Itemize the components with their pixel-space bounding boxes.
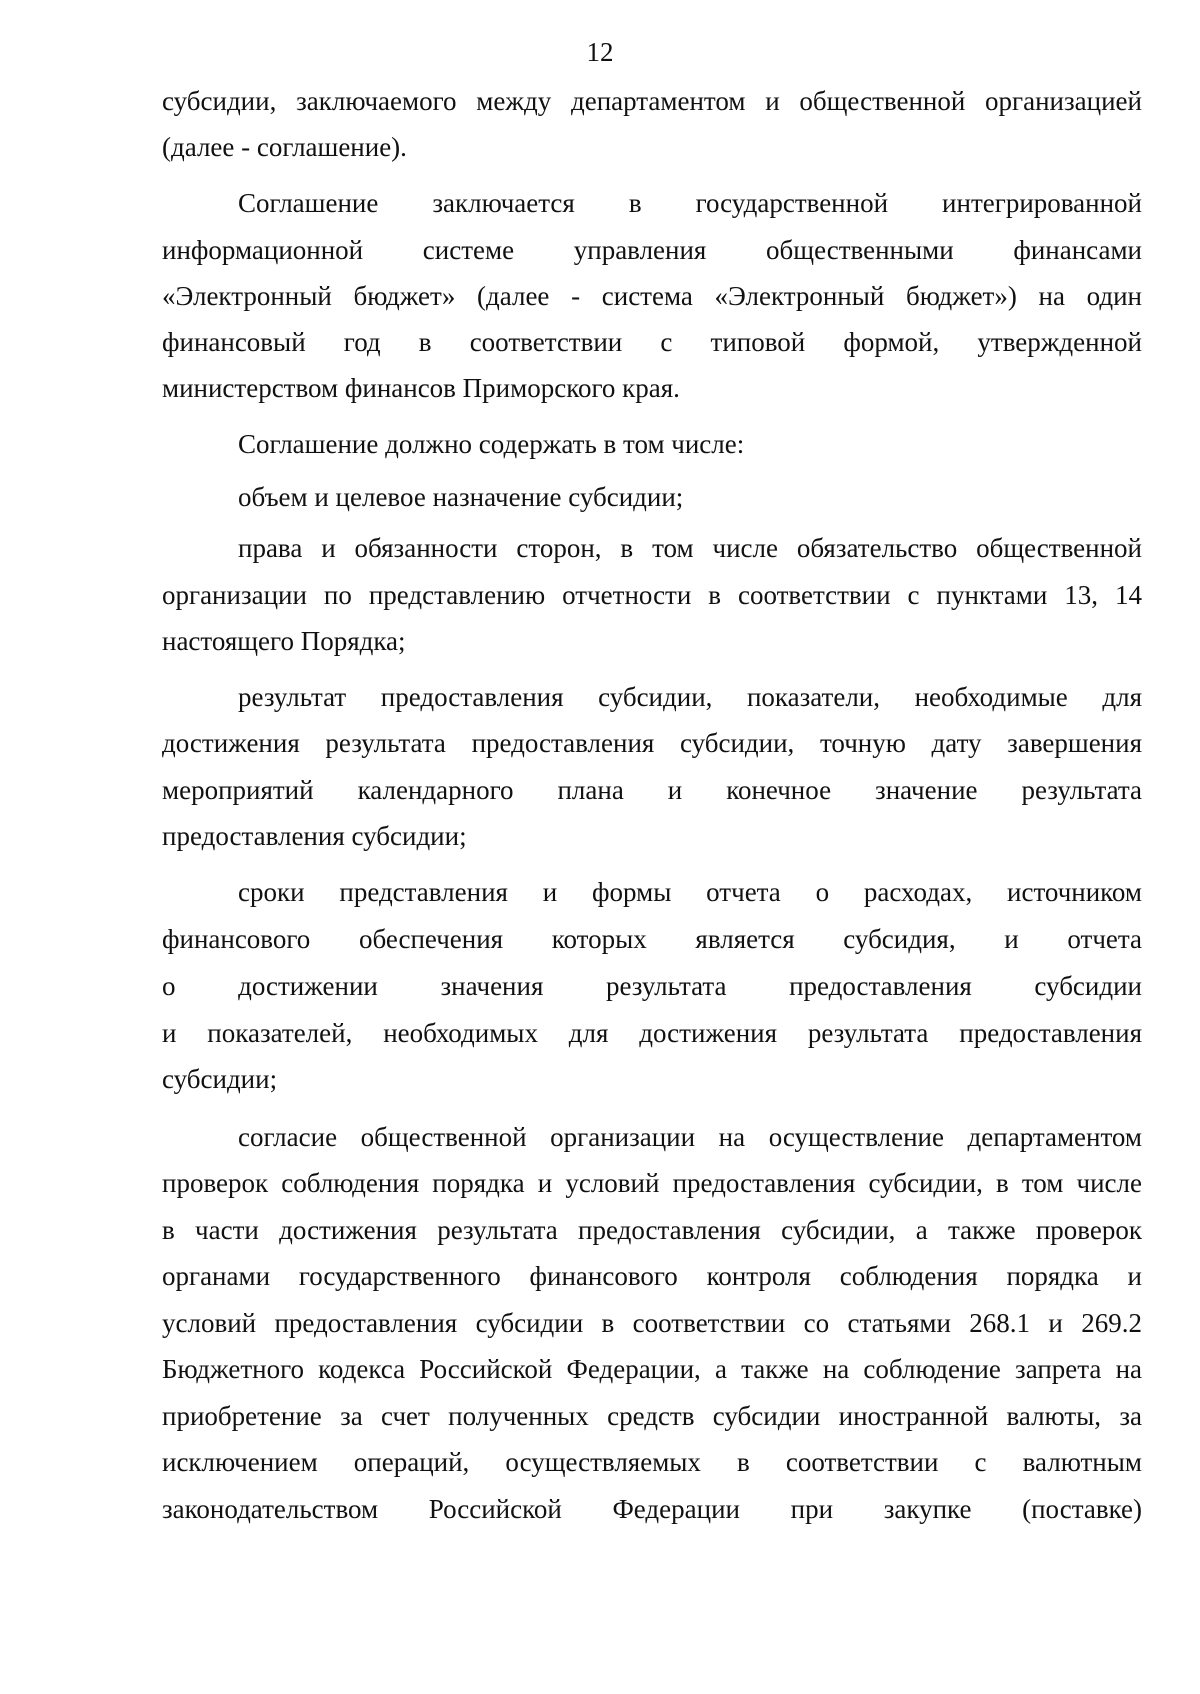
text-line: финансовый год в соответствии с типовой формой, утвержденной xyxy=(162,327,1142,357)
text-line: законодательством Российской Федерации при закупке (поставке) xyxy=(162,1494,1142,1524)
text-line: министерством финансов Приморского края. xyxy=(162,373,680,403)
text-line: согласие общественной организации на осуществление департаментом xyxy=(238,1122,1142,1152)
text-line: субсидии, заключаемого между департаментом и общественной организацией xyxy=(162,86,1142,116)
text-line: информационной системе управления общественными финансами xyxy=(162,235,1142,265)
text-line: приобретение за счет полученных средств субсидии иностранной валюты, за xyxy=(162,1401,1142,1431)
text-line: мероприятий календарного плана и конечное значение результата xyxy=(162,775,1142,805)
text-line: сроки представления и формы отчета о расходах, источником xyxy=(238,877,1142,907)
text-line: достижения результата предоставления субсидии, точную дату завершения xyxy=(162,728,1142,758)
text-line: условий предоставления субсидии в соответствии со статьями 268.1 и 269.2 xyxy=(162,1308,1142,1338)
text-line: в части достижения результата предоставления субсидии, а также проверок xyxy=(162,1215,1142,1245)
text-line: проверок соблюдения порядка и условий предоставления субсидии, в том числе xyxy=(162,1168,1142,1198)
text-line: права и обязанности сторон, в том числе обязательство общественной xyxy=(238,533,1142,563)
text-line: предоставления субсидии; xyxy=(162,821,467,851)
text-line: Соглашение заключается в государственной интегрированной xyxy=(238,188,1142,218)
text-line: результат предоставления субсидии, показатели, необходимые для xyxy=(238,682,1142,712)
text-line: органами государственного финансового контроля соблюдения порядка и xyxy=(162,1261,1142,1291)
text-line: финансового обеспечения которых является субсидия, и отчета xyxy=(162,924,1142,954)
text-line: субсидии; xyxy=(162,1064,278,1094)
text-line: о достижении значения результата предоставления субсидии xyxy=(162,971,1142,1001)
text-line: организации по представлению отчетности в соответствии с пунктами 13, 14 xyxy=(162,580,1142,610)
text-line: (далее - соглашение). xyxy=(162,132,407,162)
text-line: и показателей, необходимых для достижения результата предоставления xyxy=(162,1018,1142,1048)
text-line: настоящего Порядка; xyxy=(162,626,406,656)
text-line: объем и целевое назначение субсидии; xyxy=(238,482,684,512)
text-line: «Электронный бюджет» (далее - система «Электронный бюджет») на один xyxy=(162,281,1142,311)
text-line: исключением операций, осуществляемых в соответствии с валютным xyxy=(162,1447,1142,1477)
page-number: 12 xyxy=(586,37,614,67)
text-line: Соглашение должно содержать в том числе: xyxy=(238,429,745,459)
text-line: Бюджетного кодекса Российской Федерации, а также на соблюдение запрета на xyxy=(162,1354,1142,1384)
